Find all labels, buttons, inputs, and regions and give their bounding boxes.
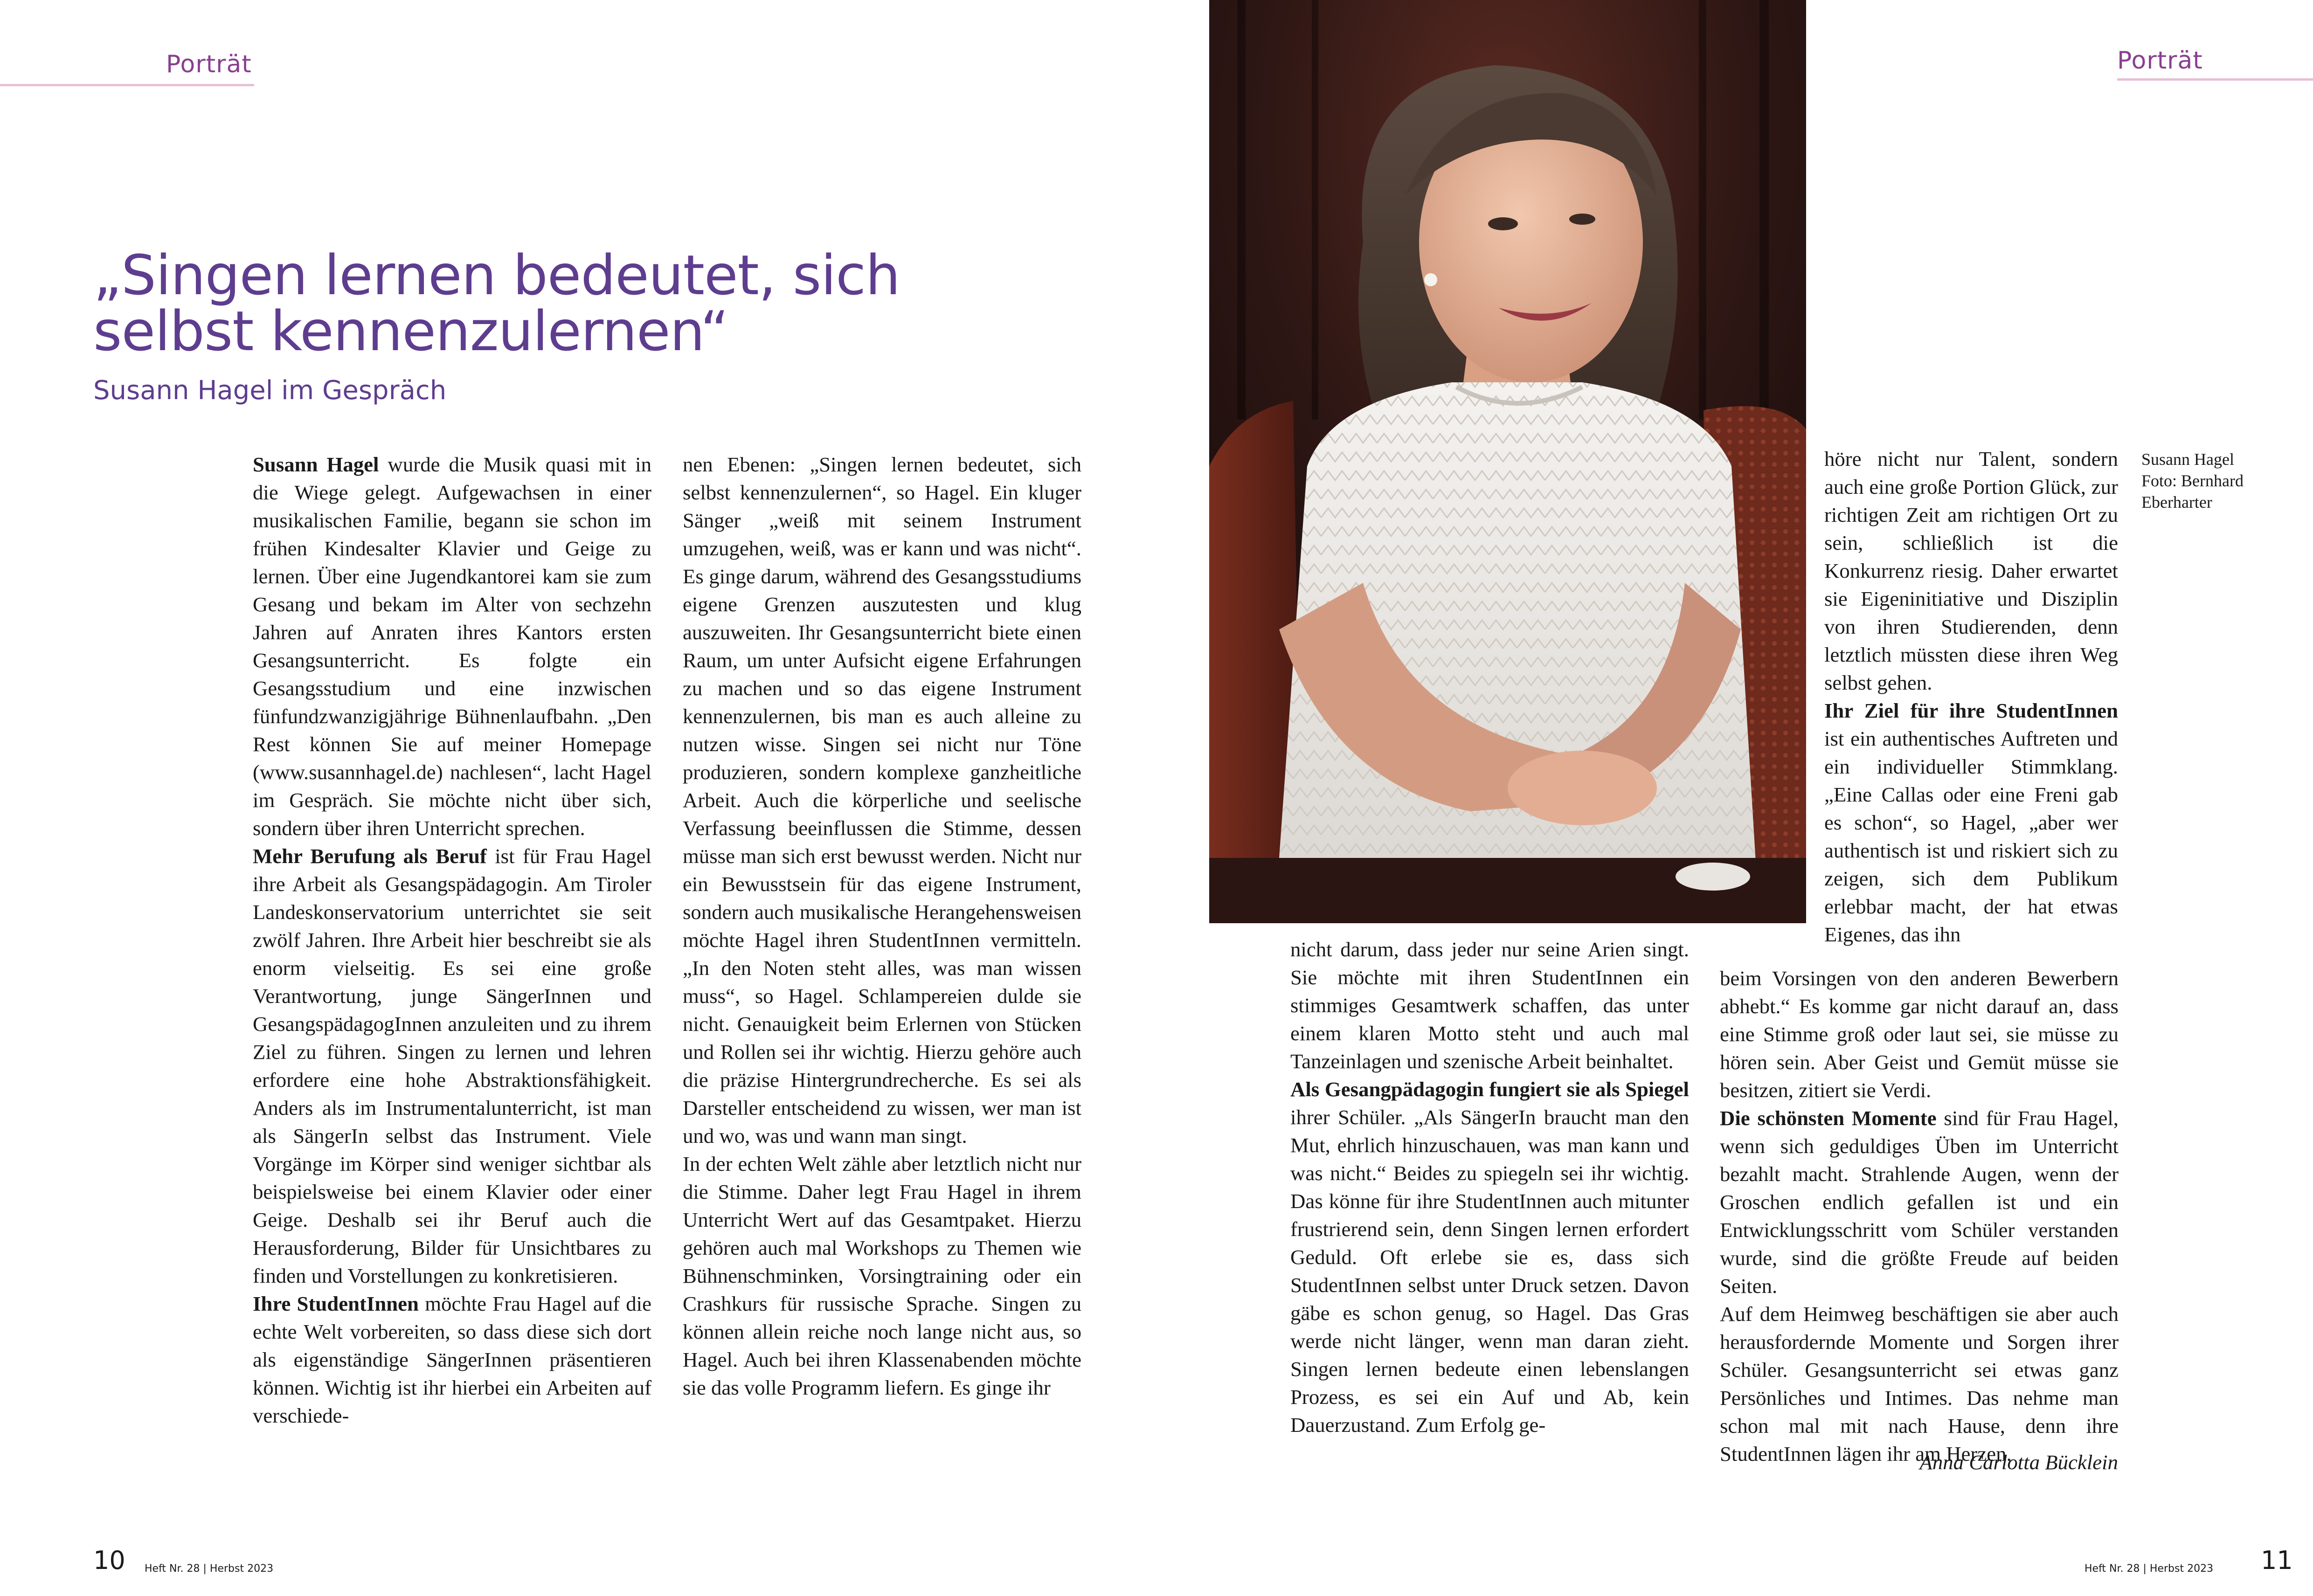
paragraph: höre nicht nur Talent, sondern auch eine große Portion Glück, zur richtigen Zeit am richtigen Ort zu sein, schließlich ist die Konkurrenz riesig. Daher erwartet sie Eigeninitiative und Disziplin von ihren Studierenden, denn letztlich müssten diese ihren Weg selbst gehen.	[1824, 447, 2118, 694]
paragraph-text: ist ein authentisches Auftreten und ein individueller Stimmklang. „Eine Callas oder eine Freni gab es schon“, so Hagel, „aber wer authentisch ist und riskiert sich zu zeigen, sich dem Publikum erlebbar macht, der hat etwas Eigenes, das ihn	[1824, 727, 2118, 946]
paragraph: Auf dem Heimweg beschäftigen sie aber auch herausfordernde Momente und Sorgen ihrer Schüler. Gesangsunterricht sei etwas ganz Persönliches und Intimes. Das nehme man schon mal mit nach Hause, denn ihre StudentInnen lägen ihr am Herzen.	[1720, 1302, 2119, 1465]
issue-info-right: Heft Nr. 28 | Herbst 2023	[2084, 1563, 2214, 1575]
issue-info-left: Heft Nr. 28 | Herbst 2023	[145, 1563, 274, 1575]
caption-name: Susann Hagel	[2141, 450, 2234, 469]
subheading: Ihre StudentInnen	[253, 1292, 419, 1315]
page-number-left: 10	[93, 1546, 125, 1575]
text-column-4-top	[1824, 445, 2118, 948]
section-label-right: Porträt	[2117, 47, 2203, 75]
paragraph: beim Vorsingen von den anderen Bewerbern abhebt.“ Es komme gar nicht darauf an, dass eine Stimme groß oder laut sei, sie müsse zu hören sein. Aber Geist und Gemüt müsse sie besitzen, zitiert sie Verdi.	[1720, 967, 2119, 1102]
paragraph-text: möchte Frau Hagel auf die echte Welt vorbereiten, so dass diese sich dort als eigenständige SängerInnen präsentieren können. Wichtig ist ihr hierbei ein Arbeiten auf verschiede-	[253, 1292, 651, 1427]
paragraph-text: ist für Frau Hagel ihre Arbeit als Gesangspädagogin. Am Tiroler Landeskonservatorium unterrichtet sie seit zwölf Jahren. Ihre Arbeit hier beschreibt sie als enorm vielseitig. Es sei eine große Verantwortung, junge SängerInnen und GesangspädagogInnen anzuleiten und zu ihrem Ziel zu führen. Singen zu lernen und lehren erfordere eine hohe Abstraktionsfähigkeit. Anders als im Instrumentalunterricht, ist man als SängerIn selbst das Instrument. Viele Vorgänge im Körper sind weniger sichtbar als beispielsweise bei einem Klavier oder einer Geige. Deshalb sei ihr Beruf auch die Herausforderung, Bilder für Unsichtbares zu finden und Vorstellungen zu konkretisieren.	[253, 844, 651, 1287]
text-column-4-bottom	[1720, 964, 2119, 1468]
paragraph	[1824, 697, 2118, 948]
article-headline: „Singen lernen bedeutet, sich selbst kennenzulernen“	[93, 243, 900, 364]
paragraph-text: wurde die Musik quasi mit in die Wiege gelegt. Aufgewachsen in einer musikalischen Familie, begann sie schon im frühen Kindesalter Klavier und Geige zu lernen. Über eine Jugendkantorei kam sie zum Gesang und bekam im Alter von sechzehn Jahren auf Anraten ihres Kantors ersten Gesangsunterricht. Es folgte ein Gesangsstudium und eine inzwischen fünfundzwanzigjährige Bühnenlaufbahn. „Den Rest können Sie auf meiner Homepage (www.susannhagel.de) nachlesen“, lacht Hagel im Gespräch. Sie möchte nicht über sich, sondern über ihren Unterricht sprechen.	[253, 453, 651, 840]
section-rule-left	[0, 84, 254, 86]
section-label-left: Porträt	[166, 50, 252, 78]
paragraph	[253, 450, 651, 842]
paragraph	[253, 1290, 651, 1430]
text-column-1	[253, 450, 651, 1430]
paragraph	[253, 842, 651, 1290]
photo-caption	[2141, 449, 2300, 513]
text-column-3	[1290, 935, 1689, 1439]
subheading: Als Gesangpädagogin fungiert sie als Spiegel	[1290, 1078, 1689, 1101]
text-column-2	[683, 450, 1081, 1402]
paragraph	[1720, 1104, 2119, 1300]
paragraph-text: ihrer Schüler. „Als SängerIn braucht man den Mut, ehrlich hinzuschauen, was man kann und was nicht.“ Beides zu spiegeln sei ihr wichtig. Das könne für ihre StudentInnen auch mitunter frustrierend sein, denn Singen lernen erfordert Geduld. Oft erlebe sie es, dass sich StudentInnen selbst unter Druck setzen. Davon gäbe es schon genug, so Hagel. Das Gras werde nicht länger, wenn man daran zieht. Singen lernen bedeute einen lebenslangen Prozess, es sei ein Auf und Ab, kein Dauerzustand. Zum Erfolg ge-	[1290, 1105, 1689, 1437]
lead-name: Susann Hagel	[253, 453, 379, 476]
paragraph-text: sind für Frau Hagel, wenn sich geduldiges Üben im Unterricht bezahlt macht. Strahlende Augen, wenn der Groschen endlich gefallen ist und ein Entwicklungsschritt vom Schüler verstanden wurde, sind die größte Freude auf beiden Seiten.	[1720, 1106, 2119, 1298]
article-subheadline: Susann Hagel im Gespräch	[93, 375, 447, 406]
left-page	[0, 0, 1156, 1596]
subheading: Die schönsten Momente	[1720, 1106, 1937, 1130]
subheading: Mehr Berufung als Beruf	[253, 844, 487, 868]
author-signature: Anna Carlotta Bücklein	[1919, 1451, 2118, 1474]
paragraph: nicht darum, dass jeder nur seine Arien singt. Sie möchte mit ihren StudentInnen ein stimmiges Gesamtwerk schaffen, das unter einem klaren Motto steht und auch mal Tanzeinlagen und szenische Arbeit beinhaltet.	[1290, 938, 1689, 1073]
subheading: Ihr Ziel für ihre StudentInnen	[1824, 699, 2118, 722]
caption-credit: Foto: Bernhard Eberharter	[2141, 471, 2244, 511]
page-number-right: 11	[2261, 1546, 2293, 1575]
section-rule-right	[2117, 78, 2313, 81]
paragraph: In der echten Welt zähle aber letztlich nicht nur die Stimme. Daher legt Frau Hagel in ihrem Unterricht Wert auf das Gesamtpaket. Hierzu gehören auch mal Workshops zu Themen wie Bühnenschminken, Vorsingtraining oder ein Crashkurs für russische Sprache. Singen zu können allein reiche noch lange nicht aus, so Hagel. Auch bei ihren Klassenabenden möchte sie das volle Programm liefern. Es ginge ihr	[683, 1152, 1081, 1399]
paragraph	[1290, 1075, 1689, 1439]
paragraph: nen Ebenen: „Singen lernen bedeutet, sich selbst kennenzulernen“, so Hagel. Ein kluger Sänger „weiß mit seinem Instrument umzugehen, weiß, was er kann und was nicht“. Es ginge darum, während des Gesangsstudiums eigene Grenzen auszutesten und klug auszuweiten. Ihr Gesangsunterricht biete einen Raum, um unter Aufsicht eigene Erfahrungen zu machen und so das eigene Instrument kennenzulernen, bis man es auch alleine zu nutzen wisse. Singen sei nicht nur Töne produzieren, sondern komplexe ganzheitliche Arbeit. Auch die körperliche und seelische Verfassung beeinflussen die Stimme, dessen müsse man sich erst bewusst werden. Nicht nur ein Bewusstsein für das eigene Instrument, sondern auch musikalische Herangehensweisen möchte Hagel ihren StudentInnen vermitteln. „In den Noten steht alles, was man wissen muss“, so Hagel. Schlampereien dulde sie nicht. Genauigkeit beim Erlernen von Stücken und Rollen sei ihr wichtig. Hierzu gehöre auch die präzise Hintergrundrecherche. Es sei als Darsteller entscheidend zu wissen, wer man ist und wo, was und wann man singt.	[683, 453, 1081, 1147]
